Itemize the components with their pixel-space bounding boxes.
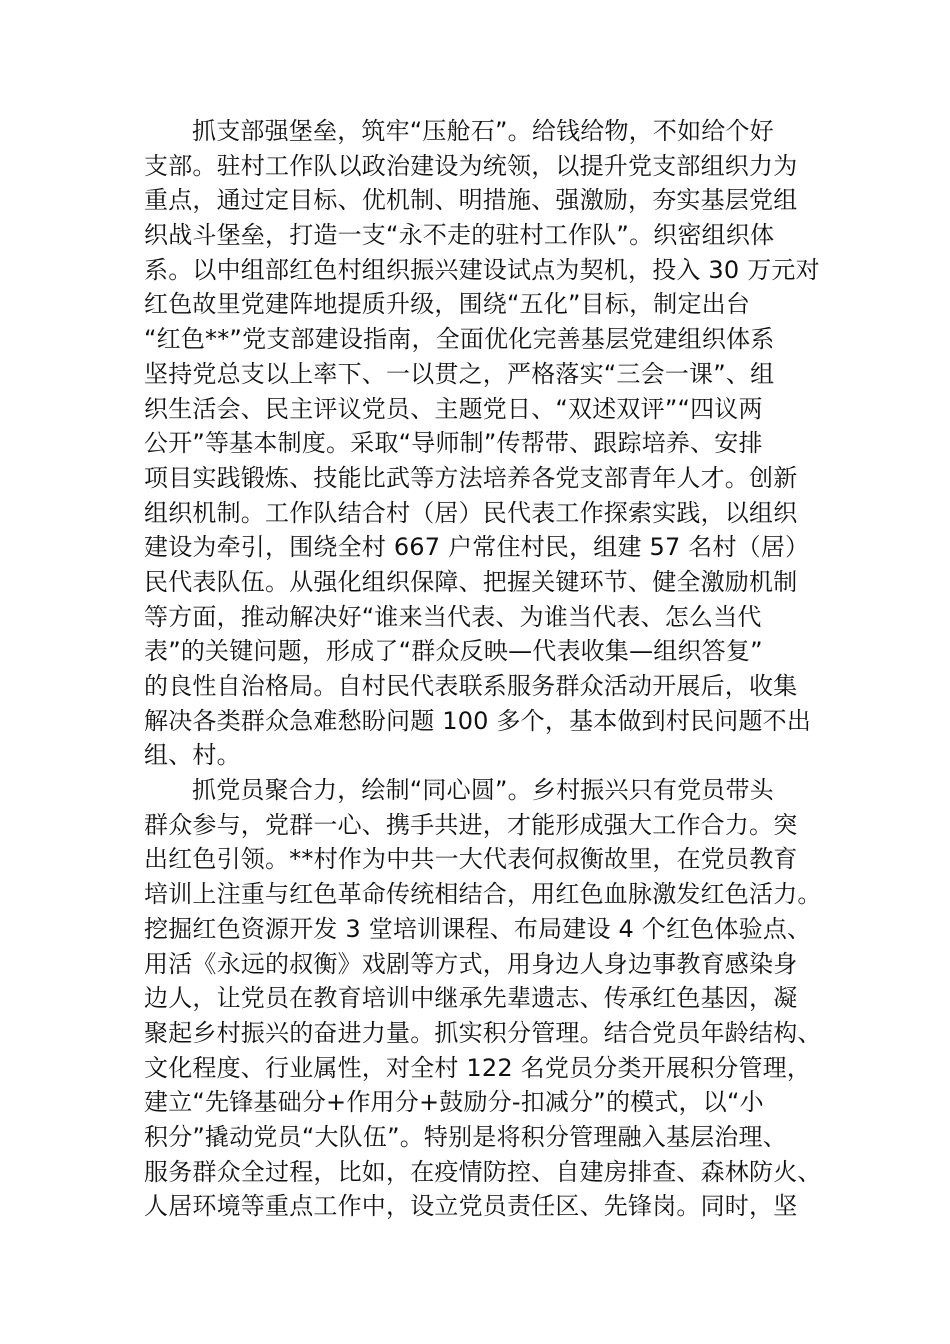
paragraph-line: “红色**”党支部建设指南，全面优化完善基层党建组织体系 [144,325,775,354]
paragraph-line: 解决各类群众急难愁盼问题 100 多个，基本做到村民问题不出 [144,706,812,735]
paragraph-line: 边人，让党员在教育培训中继承先辈遗志、传承红色基因，凝 [144,984,798,1013]
paragraph-line: 用活《永远的叔衡》戏剧等方式，用身边人身边事教育感染身 [144,949,798,978]
paragraph-line: 培训上注重与红色革命传统相结合，用红色血脉激发红色活力。 [144,880,822,909]
paragraph-line: 系。以中组部红色村组织振兴建设试点为契机，投入 30 万元对 [144,255,820,284]
paragraph-line: 出红色引领。**村作为中共一大代表何叔衡故里，在党员教育 [144,845,798,874]
paragraph-line: 织战斗堡垒，打造一支“永不走的驻村工作队”。织密组织体 [144,221,775,250]
paragraph-line: 文化程度、行业属性，对全村 122 名党员分类开展积分管理， [144,1053,812,1082]
paragraph-line: 公开”等基本制度。采取“导师制”传帮带、跟踪培养、安排 [144,429,763,458]
paragraph-line: 群众参与，党群一心、携手共进，才能形成强大工作合力。突 [144,810,798,839]
paragraph-line: 抓支部强堡垒，筑牢“压舱石”。给钱给物，不如给个好 [192,117,774,145]
paragraph-line: 建设为牵引，围绕全村 667 户常住村民，组建 57 名村（居） [144,533,810,562]
paragraph-line: 表”的关键问题，形成了“群众反映—代表收集—组织答复” [144,637,763,666]
paragraph-line: 积分”撬动党员“大队伍”。特别是将积分管理融入基层治理、 [144,1122,787,1151]
paragraph-line: 的良性自治格局。自村民代表联系服务群众活动开展后，收集 [144,672,798,700]
paragraph-line: 织生活会、民主评议党员、主题党日、“双述双评”“四议两 [144,394,763,423]
paragraph-line: 等方面，推动解决好“谁来当代表、为谁当代表、怎么当代 [144,602,762,631]
paragraph-line: 聚起乡村振兴的奋进力量。抓实积分管理。结合党员年龄结构、 [144,1018,822,1047]
paragraph-line: 组织机制。工作队结合村（居）民代表工作探索实践，以组织 [144,498,798,527]
paragraph-line: 挖掘红色资源开发 3 堂培训课程、布局建设 4 个红色体验点、 [144,914,812,943]
paragraph-line: 抓党员聚合力，绘制“同心圆”。乡村振兴只有党员带头 [192,776,774,805]
paragraph-line: 人居环境等重点工作中，设立党员责任区、先锋岗。同时，坚 [144,1192,798,1221]
paragraph-line: 坚持党总支以上率下、一以贯之，严格落实“三会一课”、组 [144,359,775,388]
paragraph-line: 项目实践锻炼、技能比武等方法培养各党支部青年人才。创新 [144,463,798,492]
paragraph-line: 服务群众全过程，比如，在疫情防控、自建房排查、森林防火、 [144,1157,822,1186]
paragraph [144,114,824,773]
paragraph-line: 支部。驻村工作队以政治建设为统领，以提升党支部组织力为 [144,151,798,180]
paragraph [144,773,824,1224]
paragraph-line: 建立“先锋基础分+作用分+鼓励分-扣减分”的模式，以“小 [144,1088,764,1117]
paragraph-line: 重点，通过定目标、优机制、明措施、强激励，夯实基层党组 [144,186,798,215]
paragraph-line: 民代表队伍。从强化组织保障、把握关键环节、健全激励机制 [144,567,798,596]
document-body [144,114,824,1224]
paragraph-line: 红色故里党建阵地提质升级，围绕“五化”目标，制定出台 [144,290,751,319]
paragraph-line: 组、村。 [144,741,241,770]
